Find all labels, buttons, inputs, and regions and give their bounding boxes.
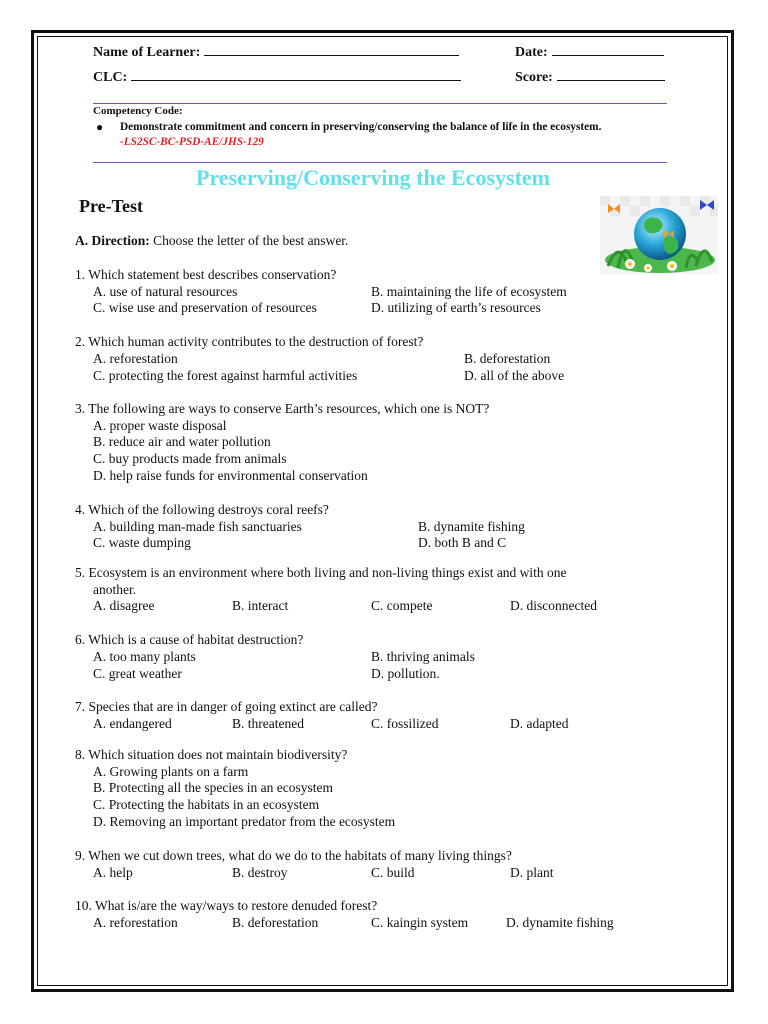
q10-option-c[interactable]: C. kaingin system: [371, 915, 469, 930]
score-label: Score:: [515, 70, 553, 85]
q8-option-c[interactable]: C. Protecting the habitats in an ecosystem: [93, 797, 320, 812]
rule-top: [93, 103, 667, 104]
question-3: 3. The following are ways to conserve Earth’s resources, which one is NOT?: [75, 401, 490, 416]
q5-option-b[interactable]: B. interact: [232, 598, 289, 613]
q4-option-c[interactable]: C. waste dumping: [93, 535, 191, 550]
q2-option-d[interactable]: D. all of the above: [464, 368, 565, 383]
score-field: [515, 68, 665, 86]
question-2: 2. Which human activity contributes to the destruction of forest?: [75, 334, 424, 349]
q8-option-d[interactable]: D. Removing an important predator from the ecosystem: [93, 814, 396, 829]
q7-option-c[interactable]: C. fossilized: [371, 716, 439, 731]
q2-option-a[interactable]: A. reforestation: [93, 351, 178, 366]
name-of-learner-field: [93, 43, 459, 61]
q9-option-c[interactable]: C. build: [371, 865, 415, 880]
q3-option-c[interactable]: C. buy products made from animals: [93, 451, 287, 466]
question-6: 6. Which is a cause of habitat destruction?: [75, 632, 304, 647]
q6-option-d[interactable]: D. pollution.: [371, 666, 440, 681]
q8-option-b[interactable]: B. Protecting all the species in an ecosystem: [93, 780, 333, 795]
q3-option-d[interactable]: D. help raise funds for environmental conservation: [93, 468, 368, 483]
date-blank[interactable]: [552, 43, 664, 56]
rule-bottom: [93, 162, 667, 163]
q3-option-b[interactable]: B. reduce air and water pollution: [93, 434, 271, 449]
q7-option-d[interactable]: D. adapted: [510, 716, 569, 731]
name-blank[interactable]: [204, 43, 459, 56]
direction-text: Choose the letter of the best answer.: [153, 233, 349, 248]
q5-option-d[interactable]: D. disconnected: [510, 598, 597, 613]
q6-option-b[interactable]: B. thriving animals: [371, 649, 475, 664]
q10-option-a[interactable]: A. reforestation: [93, 915, 178, 930]
question-5: 5. Ecosystem is an environment where both living and non-living things exist and with one: [75, 565, 567, 580]
question-10: 10. What is/are the way/ways to restore denuded forest?: [75, 898, 378, 913]
question-5-continued: another.: [93, 582, 137, 597]
earth-butterfly-illustration: [600, 196, 718, 274]
q4-option-a[interactable]: A. building man-made fish sanctuaries: [93, 519, 302, 534]
q4-option-b[interactable]: B. dynamite fishing: [418, 519, 525, 534]
clc-blank[interactable]: [131, 68, 461, 81]
direction-label: A. Direction:: [75, 233, 150, 248]
q9-option-a[interactable]: A. help: [93, 865, 133, 880]
direction-line: [75, 233, 348, 249]
bullet-icon: ●: [96, 120, 104, 134]
q1-option-d[interactable]: D. utilizing of earth’s resources: [371, 300, 541, 315]
question-7: 7. Species that are in danger of going extinct are called?: [75, 699, 378, 714]
q7-option-a[interactable]: A. endangered: [93, 716, 172, 731]
q6-option-c[interactable]: C. great weather: [93, 666, 182, 681]
q7-option-b[interactable]: B. threatened: [232, 716, 304, 731]
date-label: Date:: [515, 45, 548, 60]
clc-label: CLC:: [93, 70, 128, 85]
q10-option-d[interactable]: D. dynamite fishing: [506, 915, 614, 930]
q2-option-b[interactable]: B. deforestation: [464, 351, 551, 366]
q6-option-a[interactable]: A. too many plants: [93, 649, 196, 664]
q10-option-b[interactable]: B. deforestation: [232, 915, 319, 930]
date-field: [515, 43, 664, 61]
q1-option-c[interactable]: C. wise use and preservation of resources: [93, 300, 317, 315]
competency-label: Competency Code:: [93, 105, 183, 117]
name-label: Name of Learner:: [93, 45, 201, 60]
q1-option-a[interactable]: A. use of natural resources: [93, 284, 238, 299]
q1-option-b[interactable]: B. maintaining the life of ecosystem: [371, 284, 567, 299]
q2-option-c[interactable]: C. protecting the forest against harmful activities: [93, 368, 358, 383]
clc-field: [93, 68, 461, 86]
competency-text: Demonstrate commitment and concern in preserving/conserving the balance of life in the ecosystem.: [120, 121, 602, 133]
q5-option-c[interactable]: C. compete: [371, 598, 433, 613]
page-title: Preserving/Conserving the Ecosystem: [196, 165, 550, 190]
question-4: 4. Which of the following destroys coral reefs?: [75, 502, 329, 517]
question-1: 1. Which statement best describes conservation?: [75, 267, 337, 282]
q4-option-d[interactable]: D. both B and C: [418, 535, 507, 550]
q3-option-a[interactable]: A. proper waste disposal: [93, 418, 227, 433]
q9-option-b[interactable]: B. destroy: [232, 865, 288, 880]
q5-option-a[interactable]: A. disagree: [93, 598, 155, 613]
section-title: Pre-Test: [79, 196, 143, 216]
q9-option-d[interactable]: D. plant: [510, 865, 554, 880]
score-blank[interactable]: [557, 68, 665, 81]
q8-option-a[interactable]: A. Growing plants on a farm: [93, 764, 249, 779]
competency-code: -LS2SC-BC-PSD-AE/JHS-129: [120, 136, 264, 148]
question-8: 8. Which situation does not maintain biodiversity?: [75, 747, 348, 762]
question-9: 9. When we cut down trees, what do we do to the habitats of many living things?: [75, 848, 512, 863]
